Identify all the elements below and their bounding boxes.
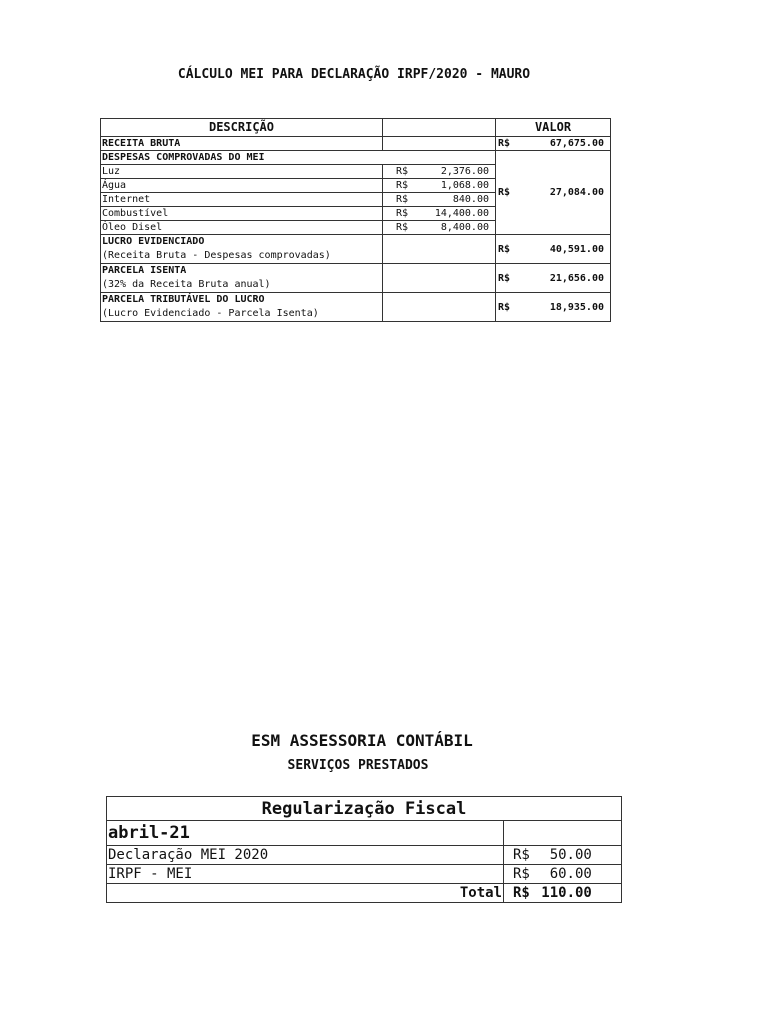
- despesas-total: 27,084.00: [549, 187, 604, 198]
- tributavel-cell: [101, 293, 383, 322]
- currency-symbol: R$: [498, 138, 511, 149]
- services-title: Regularização Fiscal: [107, 797, 622, 821]
- currency-symbol: R$: [498, 301, 511, 313]
- tributavel-value: 18,935.00: [549, 301, 604, 313]
- despesa-value: 1,068.00: [440, 180, 489, 191]
- currency-symbol: R$: [498, 243, 511, 255]
- currency-symbol: R$: [513, 885, 530, 901]
- currency-symbol: R$: [396, 166, 409, 177]
- currency-symbol: R$: [396, 194, 409, 205]
- tributavel-note: (Lucro Evidenciado - Parcela Isenta): [102, 308, 319, 319]
- tributavel-row: [101, 293, 611, 322]
- currency-symbol: R$: [396, 180, 409, 191]
- service-desc: IRPF - MEI: [107, 865, 504, 884]
- isenta-value: 21,656.00: [549, 272, 604, 284]
- services-table: [106, 796, 622, 903]
- receita-value: 67,675.00: [549, 138, 604, 149]
- tributavel-label: PARCELA TRIBUTÁVEL DO LUCRO: [102, 294, 265, 305]
- isenta-value-cell: [496, 264, 611, 293]
- receita-label: RECEITA BRUTA: [101, 137, 383, 151]
- despesas-total-cell: [496, 151, 611, 235]
- header-empty: [383, 119, 496, 137]
- despesa-name: Água: [101, 179, 383, 193]
- tributavel-value-cell: [496, 293, 611, 322]
- despesa-name: Combustível: [101, 207, 383, 221]
- total-value: 110.00: [541, 885, 592, 901]
- lucro-value: 40,591.00: [549, 243, 604, 255]
- lucro-note: (Receita Bruta - Despesas comprovadas): [102, 250, 331, 261]
- company-subtitle: SERVIÇOS PRESTADOS: [287, 758, 429, 773]
- company-name: ESM ASSESSORIA CONTÁBIL: [251, 731, 473, 750]
- despesa-value-cell: [383, 207, 496, 221]
- calc-header-row: [101, 119, 611, 137]
- lucro-cell: [101, 235, 383, 264]
- despesa-value-cell: [383, 221, 496, 235]
- total-row: [107, 884, 622, 903]
- currency-symbol: R$: [498, 272, 511, 284]
- service-value: 60.00: [549, 866, 592, 882]
- currency-symbol: R$: [513, 866, 530, 882]
- header-descricao: DESCRIÇÃO: [101, 119, 383, 137]
- despesa-value: 840.00: [452, 194, 489, 205]
- currency-symbol: R$: [396, 208, 409, 219]
- currency-symbol: R$: [396, 222, 409, 233]
- isenta-row: [101, 264, 611, 293]
- despesa-name: Internet: [101, 193, 383, 207]
- service-value-cell: [504, 865, 622, 884]
- despesa-value-cell: [383, 193, 496, 207]
- currency-symbol: R$: [513, 847, 530, 863]
- calc-table: [100, 118, 611, 322]
- despesa-name: Óleo Disel: [101, 221, 383, 235]
- receita-row: [101, 137, 611, 151]
- despesas-header-row: [101, 151, 611, 165]
- receita-value-cell: [496, 137, 611, 151]
- service-row: [107, 865, 622, 884]
- service-value-cell: [504, 846, 622, 865]
- currency-symbol: R$: [498, 187, 511, 198]
- total-value-cell: [504, 884, 622, 903]
- despesa-value: 8,400.00: [440, 222, 489, 233]
- isenta-label: PARCELA ISENTA: [102, 265, 187, 276]
- total-label: Total: [107, 884, 504, 903]
- despesa-name: Luz: [101, 165, 383, 179]
- lucro-row: [101, 235, 611, 264]
- services-title-row: [107, 797, 622, 821]
- despesas-label: DESPESAS COMPROVADAS DO MEI: [101, 151, 496, 165]
- despesa-value: 14,400.00: [434, 208, 489, 219]
- service-value: 50.00: [549, 847, 592, 863]
- month-label: abril-21: [107, 821, 504, 846]
- isenta-cell: [101, 264, 383, 293]
- despesa-value-cell: [383, 165, 496, 179]
- despesa-value: 2,376.00: [440, 166, 489, 177]
- isenta-note: (32% da Receita Bruta anual): [102, 279, 271, 290]
- service-row: [107, 846, 622, 865]
- report-title: CÁLCULO MEI PARA DECLARAÇÃO IRPF/2020 - MAURO: [177, 67, 531, 82]
- despesa-value-cell: [383, 179, 496, 193]
- service-desc: Declaração MEI 2020: [107, 846, 504, 865]
- lucro-label: LUCRO EVIDENCIADO: [102, 236, 205, 247]
- header-valor: VALOR: [496, 119, 611, 137]
- month-row: [107, 821, 622, 846]
- lucro-value-cell: [496, 235, 611, 264]
